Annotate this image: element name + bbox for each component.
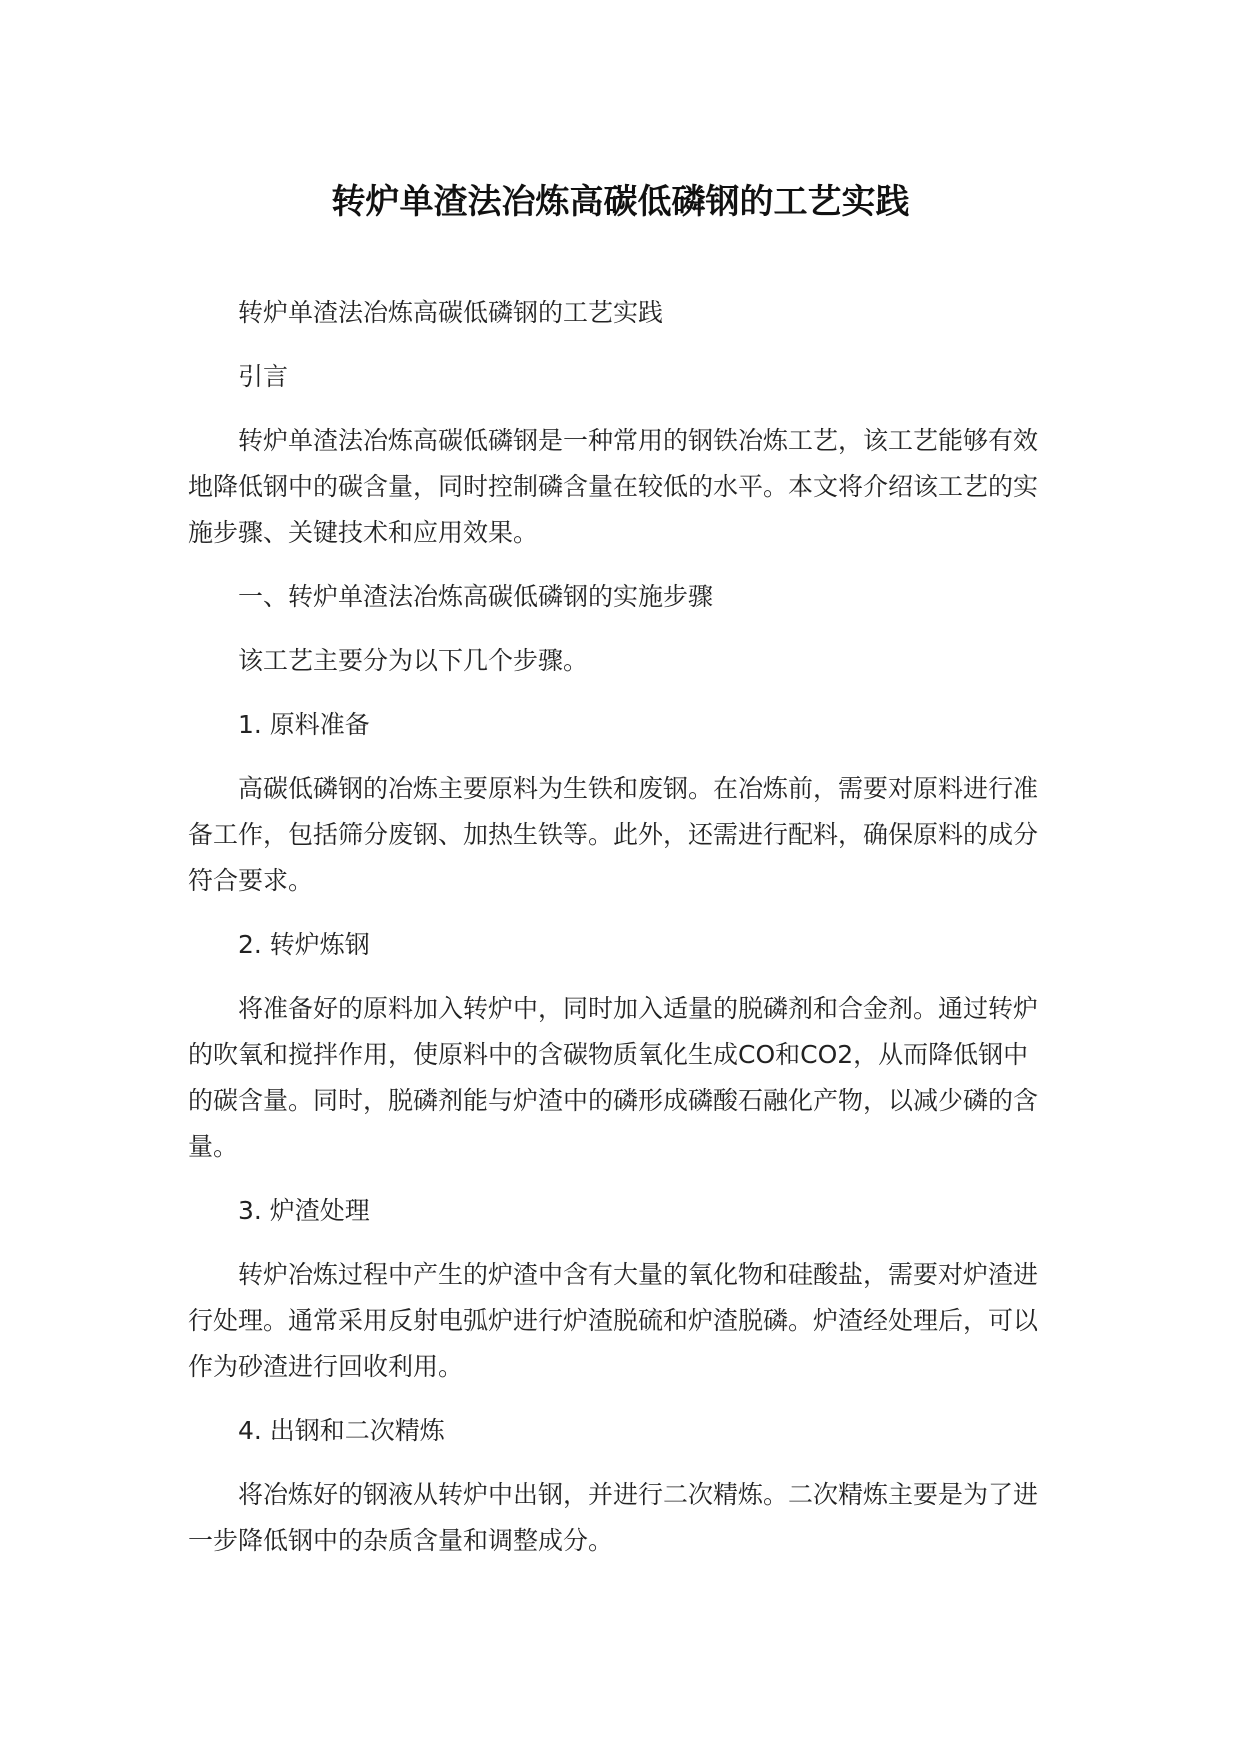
step-heading-4: 4. 出钢和二次精炼 — [238, 1416, 445, 1445]
paragraph-intro: 转炉单渣法冶炼高碳低磷钢是一种常用的钢铁冶炼工艺，该工艺能够有效地降低钢中的碳含量，同时控制磷含量在较低的水平。本文将介绍该工艺的实施步骤、关键技术和应用效果。 — [188, 426, 1039, 547]
step-heading-1: 1. 原料准备 — [238, 710, 370, 739]
paragraph-step-3: 转炉冶炼过程中产生的炉渣中含有大量的氧化物和硅酸盐，需要对炉渣进行处理。通常采用反射电弧炉进行炉渣脱硫和炉渣脱磷。炉渣经处理后，可以作为砂渣进行回收利用。 — [188, 1260, 1039, 1381]
document-body — [188, 290, 1052, 1582]
step-heading-3: 3. 炉渣处理 — [238, 1196, 370, 1225]
section-heading-steps: 一、转炉单渣法冶炼高碳低磷钢的实施步骤 — [238, 582, 714, 611]
paragraph-steps-intro: 该工艺主要分为以下几个步骤。 — [238, 646, 589, 675]
paragraph-step-2: 将准备好的原料加入转炉中，同时加入适量的脱磷剂和合金剂。通过转炉的吹氧和搅拌作用，使原料中的含碳物质氧化生成CO和CO2，从而降低钢中的碳含量。同时，脱磷剂能与炉渣中的磷形成磷酸石融化产物，以减少磷的含量。 — [188, 994, 1039, 1161]
paragraph-intro-heading: 引言 — [238, 362, 289, 391]
document-title: 转炉单渣法冶炼高碳低磷钢的工艺实践 — [331, 182, 910, 222]
step-heading-2: 2. 转炉炼钢 — [238, 930, 370, 959]
paragraph-subtitle: 转炉单渣法冶炼高碳低磷钢的工艺实践 — [238, 298, 664, 327]
paragraph-step-4: 将冶炼好的钢液从转炉中出钢，并进行二次精炼。二次精炼主要是为了进一步降低钢中的杂质含量和调整成分。 — [188, 1480, 1039, 1555]
paragraph-step-1: 高碳低磷钢的冶炼主要原料为生铁和废钢。在冶炼前，需要对原料进行准备工作，包括筛分废钢、加热生铁等。此外，还需进行配料，确保原料的成分符合要求。 — [188, 774, 1039, 895]
